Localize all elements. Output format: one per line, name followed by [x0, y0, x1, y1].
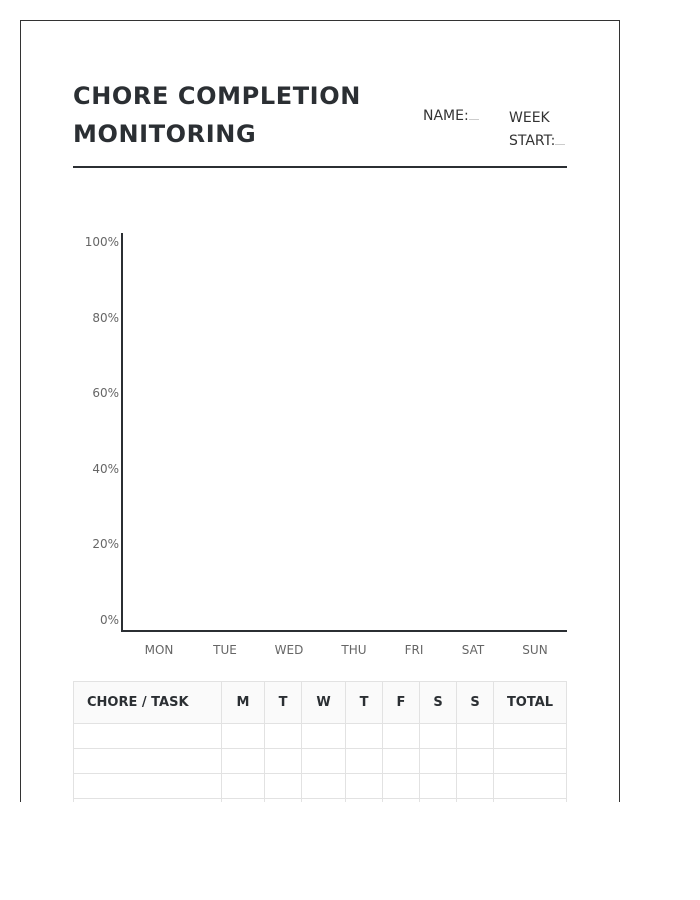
x-tick-fri: FRI: [404, 643, 424, 657]
x-tick-tue: TUE: [213, 643, 237, 657]
cell-sat[interactable]: [420, 724, 457, 749]
column-header-thu: T: [346, 682, 383, 724]
cell-fri[interactable]: [383, 724, 420, 749]
table-row: [74, 774, 567, 799]
x-tick-wed: WED: [274, 643, 304, 657]
cell-task[interactable]: [74, 799, 222, 803]
table-row: [74, 749, 567, 774]
cell-fri[interactable]: [383, 774, 420, 799]
cell-mon[interactable]: [222, 774, 265, 799]
y-tick-20: 20%: [92, 537, 119, 551]
cell-total[interactable]: [494, 724, 567, 749]
cell-mon[interactable]: [222, 799, 265, 803]
cell-sun[interactable]: [457, 749, 494, 774]
cell-wed[interactable]: [302, 799, 346, 803]
completion-chart: [21, 21, 619, 681]
cell-fri[interactable]: [383, 749, 420, 774]
y-axis: [121, 233, 123, 632]
cell-thu[interactable]: [346, 724, 383, 749]
cell-task[interactable]: [74, 749, 222, 774]
cell-fri[interactable]: [383, 799, 420, 803]
column-header-mon: M: [222, 682, 265, 724]
cell-sun[interactable]: [457, 774, 494, 799]
cell-sat[interactable]: [420, 774, 457, 799]
y-tick-80: 80%: [92, 311, 119, 325]
y-tick-60: 60%: [92, 386, 119, 400]
table-header-row: [74, 682, 567, 724]
table-row: [74, 724, 567, 749]
title-line-1: CHORE COMPLETION: [73, 82, 361, 110]
cell-sat[interactable]: [420, 749, 457, 774]
cell-wed[interactable]: [302, 749, 346, 774]
cell-task[interactable]: [74, 724, 222, 749]
table-row: [74, 799, 567, 803]
column-header-sat: S: [420, 682, 457, 724]
title-line-2: MONITORING: [73, 120, 257, 148]
y-tick-100: 100%: [84, 235, 119, 249]
column-header-total: TOTAL: [494, 682, 567, 724]
cell-tue[interactable]: [265, 774, 302, 799]
cell-total[interactable]: [494, 799, 567, 803]
column-header-sun: S: [457, 682, 494, 724]
x-tick-sat: SAT: [461, 643, 485, 657]
y-tick-0: 0%: [99, 613, 119, 627]
cell-wed[interactable]: [302, 724, 346, 749]
cell-sat[interactable]: [420, 799, 457, 803]
chore-table: [73, 681, 567, 802]
name-label: NAME:: [423, 108, 469, 124]
cell-thu[interactable]: [346, 749, 383, 774]
cell-tue[interactable]: [265, 749, 302, 774]
cell-wed[interactable]: [302, 774, 346, 799]
cell-sun[interactable]: [457, 799, 494, 803]
cell-sun[interactable]: [457, 724, 494, 749]
cell-thu[interactable]: [346, 799, 383, 803]
column-header-tue: T: [265, 682, 302, 724]
week-label-line-1: WEEK: [509, 110, 550, 126]
cell-task[interactable]: [74, 774, 222, 799]
x-tick-mon: MON: [144, 643, 174, 657]
column-header-fri: F: [383, 682, 420, 724]
worksheet-page: [20, 20, 620, 802]
x-tick-thu: THU: [341, 643, 367, 657]
y-tick-40: 40%: [92, 462, 119, 476]
cell-mon[interactable]: [222, 724, 265, 749]
x-axis: [121, 630, 567, 632]
x-tick-sun: SUN: [522, 643, 548, 657]
column-header-task: CHORE / TASK: [74, 682, 222, 724]
cell-mon[interactable]: [222, 749, 265, 774]
cell-total[interactable]: [494, 774, 567, 799]
cell-total[interactable]: [494, 749, 567, 774]
week-label-line-2: START:: [509, 133, 556, 149]
cell-tue[interactable]: [265, 799, 302, 803]
cell-tue[interactable]: [265, 724, 302, 749]
column-header-wed: W: [302, 682, 346, 724]
cell-thu[interactable]: [346, 774, 383, 799]
